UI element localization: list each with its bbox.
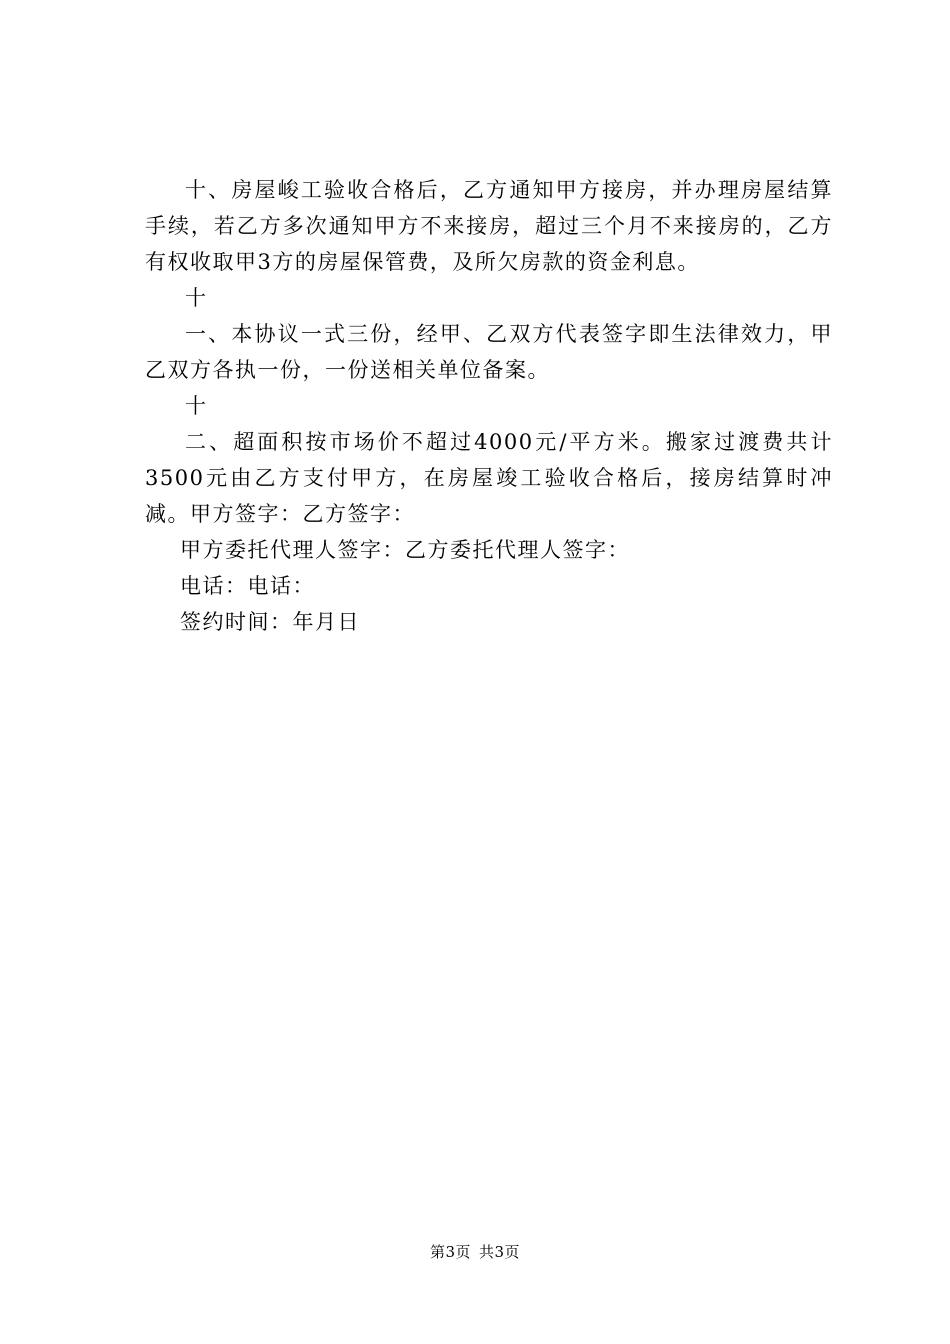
- page-number: 第3页: [429, 1243, 471, 1261]
- document-body: [145, 172, 833, 640]
- clause-ten: 十、房屋峻工验收合格后，乙方通知甲方接房，并办理房屋结算手续，若乙方多次通知甲方不来接房，超过三个月不来接房的，乙方有权收取甲3方的房屋保管费，及所欠房款的资金利息。: [145, 178, 833, 274]
- clause-twelve-numeral: 十: [185, 394, 208, 418]
- clause-eleven-text: 一、本协议一式三份，经甲、乙双方代表签字即生法律效力，甲乙双方各执一份，一份送相关单位备案。: [145, 322, 833, 382]
- page-footer: [0, 1242, 950, 1262]
- signing-date-line: 签约时间：年月日: [180, 610, 360, 634]
- agent-signature-line: 甲方委托代理人签字：乙方委托代理人签字：: [180, 538, 630, 562]
- phone-line: 电话：电话：: [180, 574, 315, 598]
- page-total: 共3页: [479, 1243, 521, 1261]
- clause-twelve-text: 二、超面积按市场价不超过4000元/平方米。搬家过渡费共计3500元由乙方支付甲方，在房屋竣工验收合格后，接房结算时冲减。甲方签字：乙方签字：: [145, 430, 833, 526]
- clause-eleven-numeral: 十: [185, 286, 208, 310]
